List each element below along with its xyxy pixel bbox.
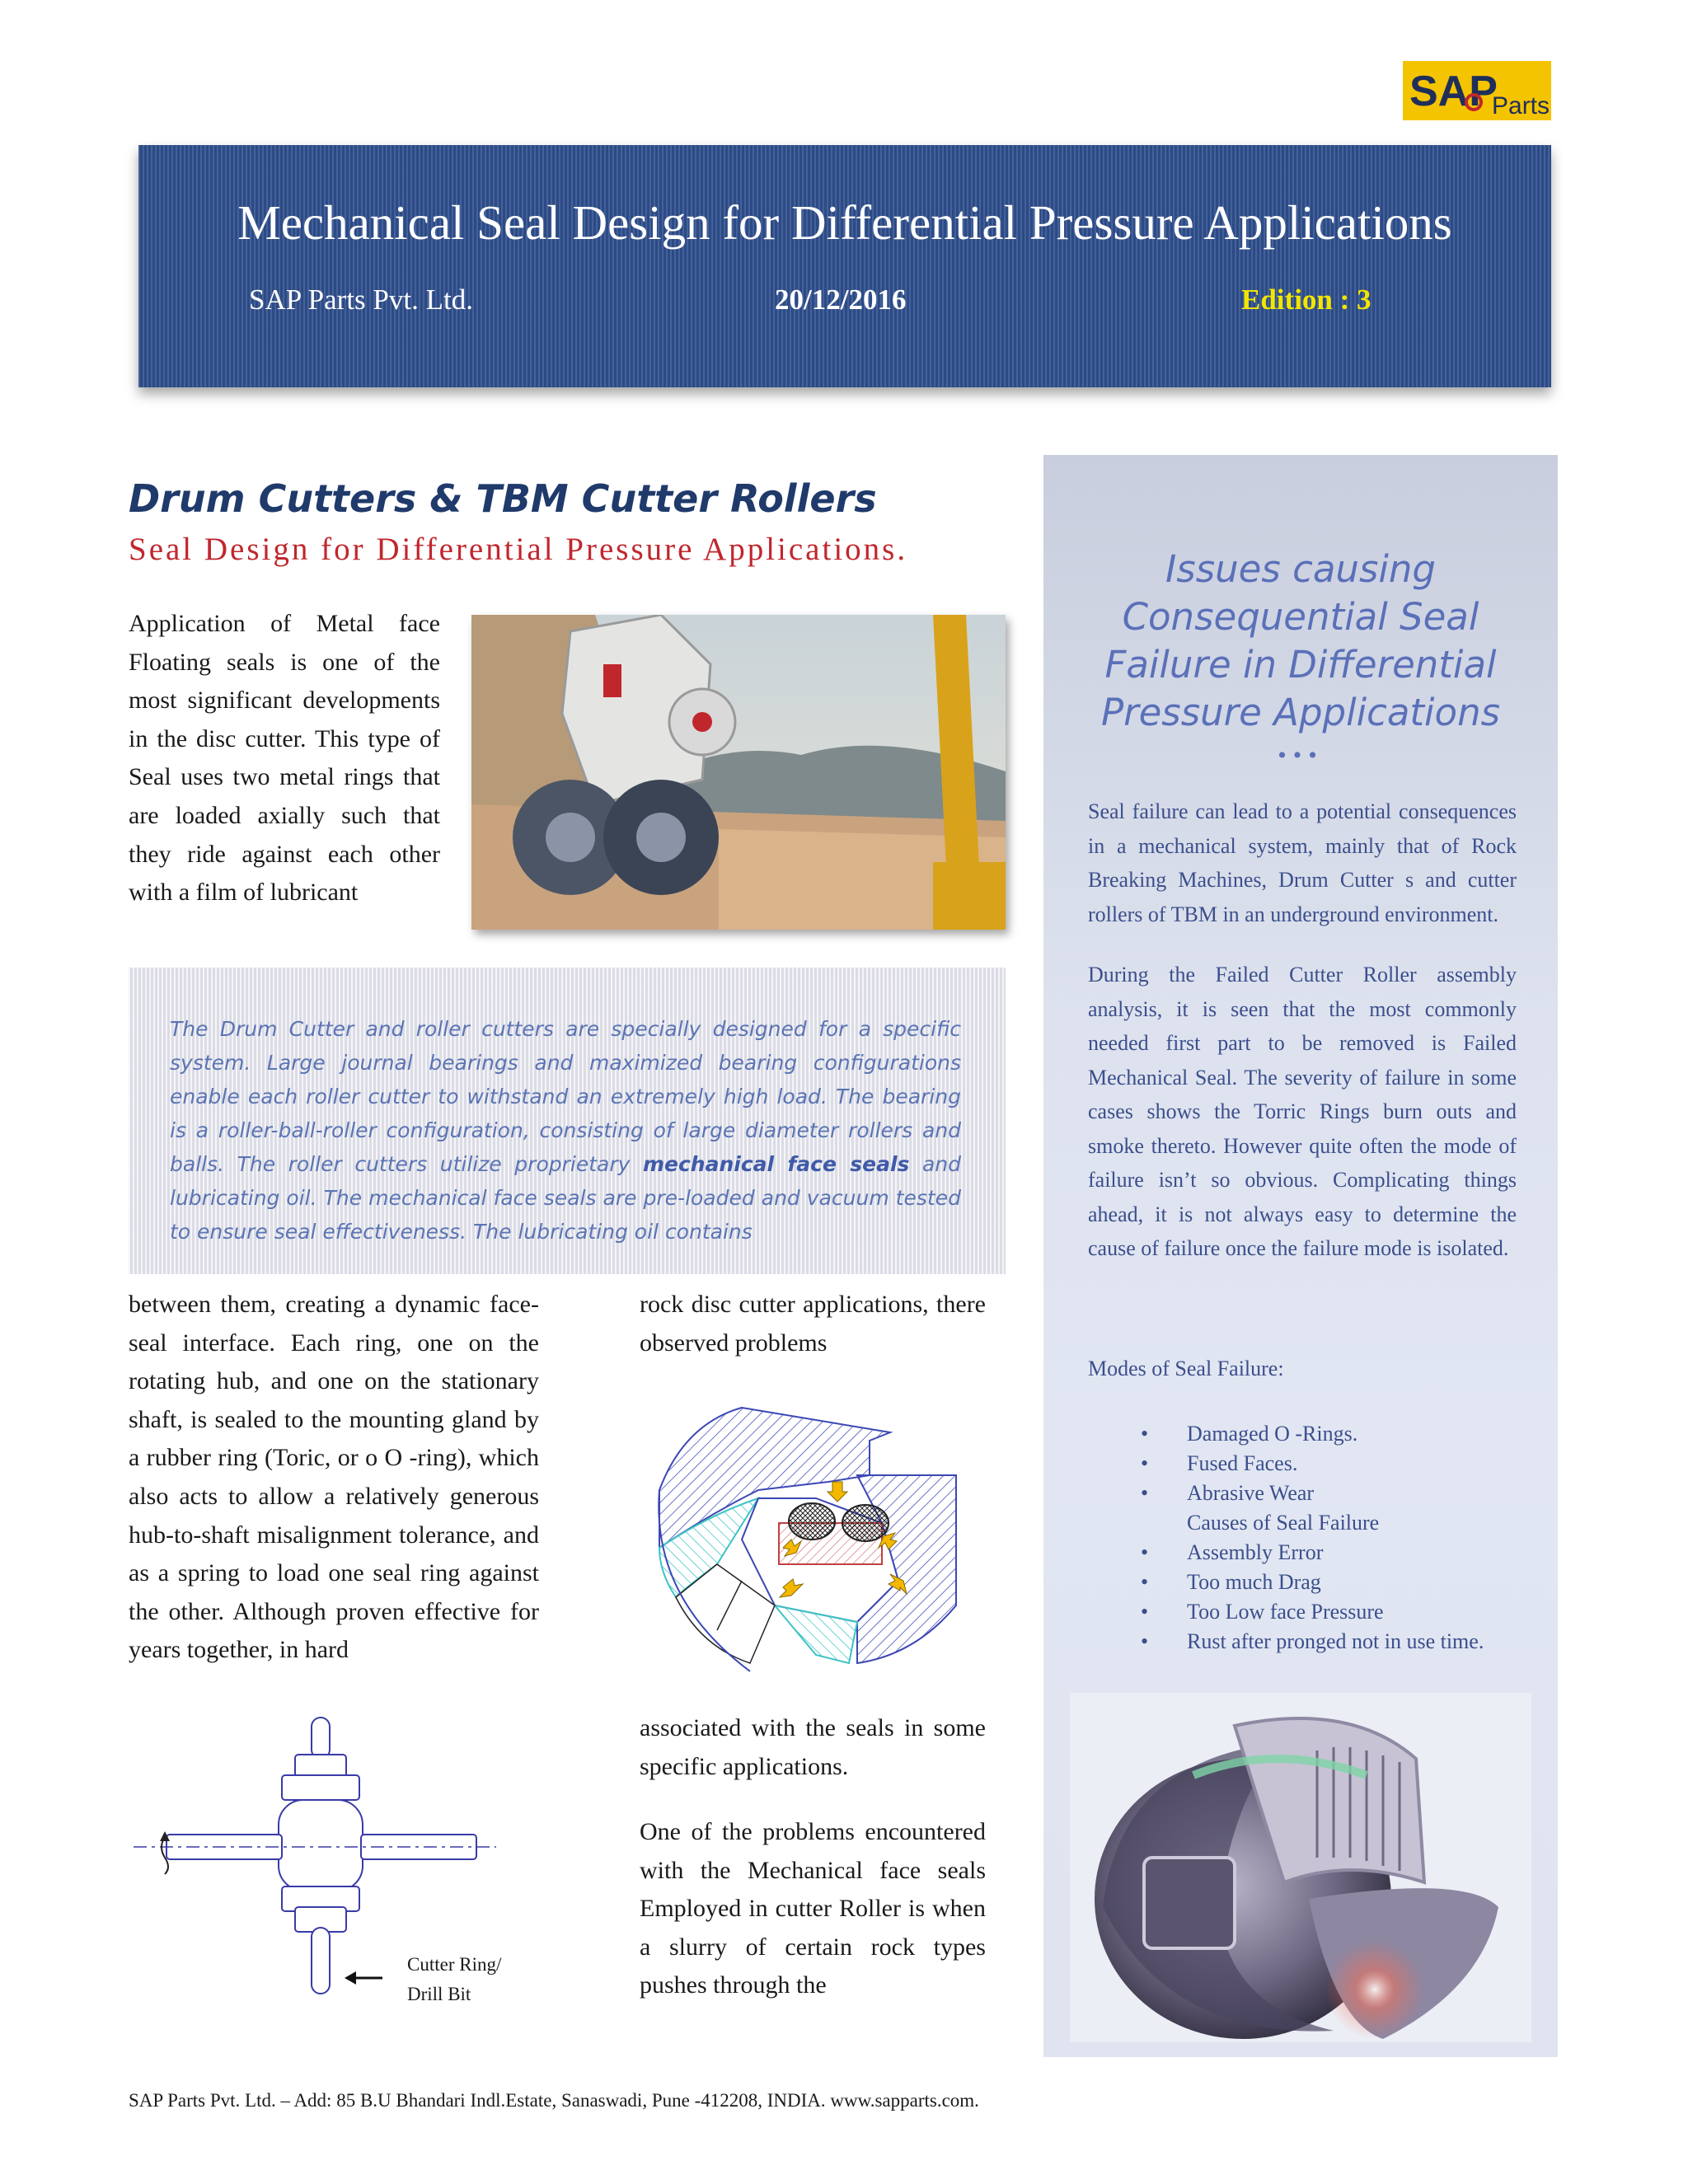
seal-cross-section-diagram [635,1399,997,1696]
company-logo [1403,61,1551,120]
logo-text-main: SAP [1409,68,1498,115]
failure-mode-item: • Rust after pronged not in use time. [1088,1627,1517,1657]
sidebar-text [1088,794,1517,1292]
failure-mode-item: Causes of Seal Failure [1187,1511,1380,1535]
left-column-paragraph: between them, creating a dynamic face-seal interface. Each ring, one on the rotating hub, and one on the stationary shaft, is sealed to the mounting gland by a rubber ring (Toric, or o O -ring), which also acts to allow a relatively generous hub-to-shaft misalignment tolerance, and as a spring to load one seal ring against the other. Although proven effective for years together, in hard [129,1291,539,1664]
sidebar-paragraph-2: During the Failed Cutter Roller assembly analysis, it is seen that the most commonly needed first part to be removed is Failed Mechanical Seal. The severity of failure in some cases shows the Torric Rings burn outs and smoke thereto. However quite often the mode of failure isn’t so obvious. Complicating things ahead, it is not always easy to determine the cause of failure once the failure mode is isolated. [1088,963,1517,1260]
sidebar-paragraph-1: Seal failure can lead to a potential consequences in a mechanical system, mainly that of Rock Breaking Machines, Drum Cutter s and cutter rollers of TBM in an underground environment. [1088,799,1517,926]
header-banner [138,145,1551,387]
company-name: SAP Parts Pvt. Ltd. [249,284,473,316]
article-heading: Drum Cutters & TBM Cutter Rollers [129,476,877,521]
drum-cutter-photo [471,615,1006,930]
failure-mode-item: • Too much Drag [1088,1568,1517,1597]
sidebar-dots-divider: ••• [1278,742,1324,769]
failure-modes-list [1088,1419,1517,1657]
sidebar-panel [1043,455,1558,2057]
failure-modes-heading: Modes of Seal Failure: [1088,1357,1284,1380]
cutter-caption-line-1: Cutter Ring/ [407,1954,502,1975]
logo-graphic [1403,61,1551,120]
publication-date: 20/12/2016 [775,284,907,316]
intro-paragraph: Application of Metal face Floating seals is one of the most significant developments in the disc cutter. This type of Seal uses two metal rings that are loaded axially such that they ride against each other with a film of lubricant [129,610,440,907]
failure-mode-item: • Abrasive Wear [1088,1479,1517,1508]
quote-emphasis: mechanical face seals [642,1152,910,1176]
cutter-caption-line-2: Drill Bit [407,1984,471,2004]
failure-mode-item: • Too Low face Pressure [1088,1597,1517,1627]
quote-text-part2: and lubricating oil. The mechanical face seals are pre-loaded and vacuum tested to ensure seal effectiveness. The lubricating oil contains [170,1152,961,1244]
logo-text-sub: Parts [1492,92,1550,120]
failure-mode-item: • Fused Faces. [1088,1449,1517,1479]
sidebar-title: Issues causing Consequential Seal Failure in Differential Pressure Applications [1100,547,1501,734]
right-column-paragraph-1: rock disc cutter applications, there observed problems [640,1291,986,1357]
quote-text [170,1012,961,1249]
quote-text-part1: The Drum Cutter and roller cutters are specially designed for a specific system. Large journal bearings and maximized bearing configurations enable each roller cutter to withstand an extremely high load. The bearing is a roller-ball-roller configuration, consisting of large diameter rollers and balls. The roller cutters utilize proprietary [170,1017,961,1176]
edition-label: Edition : 3 [1241,284,1372,316]
failure-mode-item: • Damaged O -Rings. [1088,1419,1517,1449]
failure-mode-item: • Assembly Error [1088,1538,1517,1568]
drum-cutter-illustration [471,615,1006,930]
right-column-paragraph-2: associated with the seals in some specific applications. [640,1714,986,1780]
right-column-paragraph-3: One of the problems encountered with the Mechanical face seals Employed in cutter Roller is when a slurry of certain rock types pushes through the [640,1818,986,1999]
page-footer: SAP Parts Pvt. Ltd. – Add: 85 B.U Bhandari Indl.Estate, Sanaswadi, Pune -412208, INDIA. www.sapparts.com. [129,2090,979,2111]
seal-diagram-graphic [635,1399,997,1696]
cutter-roller-illustration [1070,1693,1531,2042]
article-subheading: Seal Design for Differential Pressure Applications. [129,532,908,567]
cutter-caption [407,1950,501,2009]
quote-box [129,968,1006,1274]
document-title: Mechanical Seal Design for Differential Pressure Applications [237,195,1452,250]
cutter-roller-photo [1070,1693,1531,2042]
